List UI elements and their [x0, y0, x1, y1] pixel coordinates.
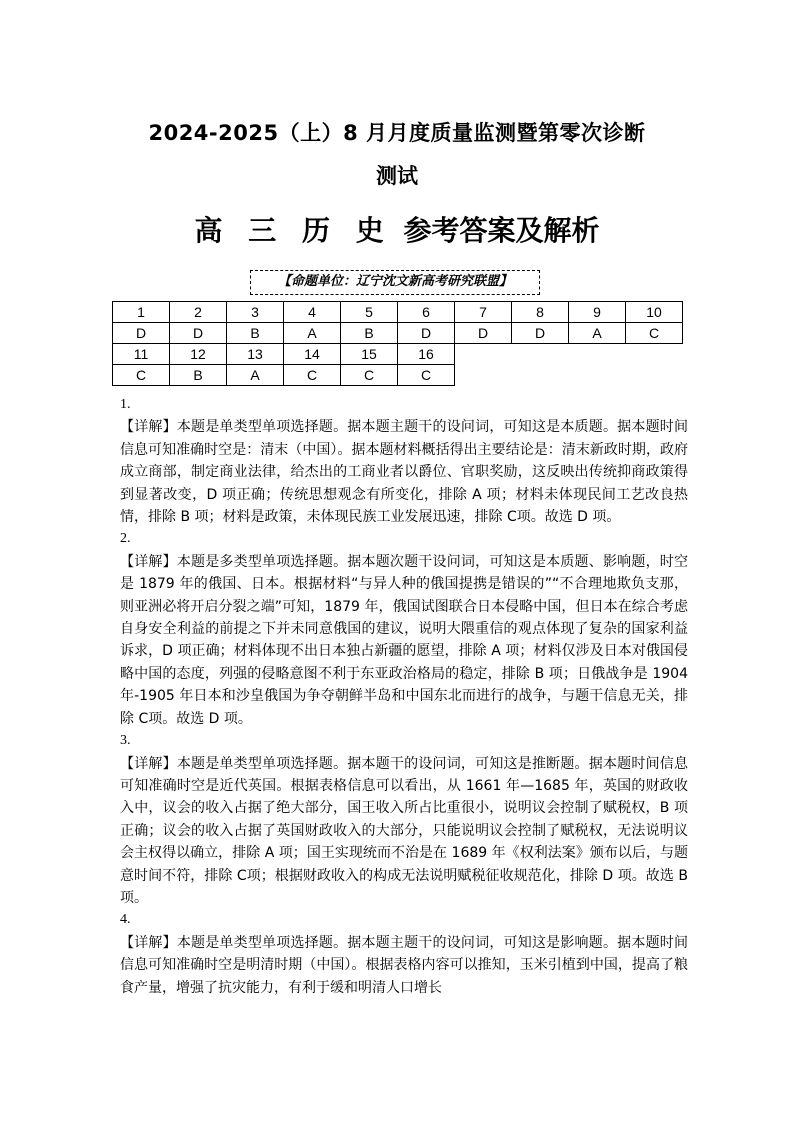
explanations [120, 394, 688, 999]
answer-table-row [113, 365, 683, 386]
answer-cell: A [284, 323, 341, 344]
explanation-text: 【详解】本题是单类型单项选择题。据本题主题干的设问词，可知这是本质题。据本题时间信息可知准确时空是：清末（中国）。据本题材料概括得出主要结论是：清末新政时期，政府成立商部，制定商业法律，给杰出的工商业者以爵位、官职奖励，这反映出传统抑商政策得到显著改变，D 项正确；传统思想观念有所变化，排除 A 项；材料未体现民间工艺改良热情，排除 B 项；材料是政策，未体现民族工业发展迅速，排除 C项。故选 D 项。 [120, 419, 688, 526]
answer-cell: C [341, 365, 398, 386]
question-number: 3 [227, 302, 284, 323]
explanation-text: 【详解】本题是单类型单项选择题。据本题主题干的设问词，可知这是影响题。据本题时间信息可知准确时空是明清时期（中国）。根据表格内容可以推知，玉米引植到中国，提高了粮食产量，增强了抗灾能力，有利于缓和明清人口增长 [120, 934, 688, 996]
question-label: 1. [120, 397, 131, 412]
answer-cell: B [341, 323, 398, 344]
question-number: 10 [626, 302, 683, 323]
answer-table-row [113, 344, 683, 365]
answer-cell: C [284, 365, 341, 386]
answer-cell: C [626, 323, 683, 344]
question-number: 12 [170, 344, 227, 365]
question-number: 2 [170, 302, 227, 323]
answer-cell: C [398, 365, 455, 386]
answer-cell: B [170, 365, 227, 386]
answer-table [112, 301, 683, 386]
answer-cell: D [113, 323, 170, 344]
question-label: 2. [120, 531, 131, 547]
question-number: 15 [341, 344, 398, 365]
answer-cell: D [398, 323, 455, 344]
question-number: 4 [284, 302, 341, 323]
question-label: 4. [120, 912, 131, 928]
blank-cell [455, 344, 683, 365]
answer-cell: A [227, 365, 284, 386]
answer-table-row [113, 323, 683, 344]
answer-cell: C [113, 365, 170, 386]
question-number: 9 [569, 302, 626, 323]
answer-table-row [113, 302, 683, 323]
question-number: 11 [113, 344, 170, 365]
question-number: 13 [227, 344, 284, 365]
subject-heading [0, 209, 794, 253]
question-number: 1 [113, 302, 170, 323]
question-number: 7 [455, 302, 512, 323]
answer-cell: A [569, 323, 626, 344]
answer-cell: D [455, 323, 512, 344]
question-number: 5 [341, 302, 398, 323]
subject-subtitle: 参考答案及解析 [403, 214, 600, 247]
blank-cell [455, 365, 683, 386]
question-number: 16 [398, 344, 455, 365]
exam-title: 2024-2025（上）8 月月度质量监测暨第零次诊断 [148, 121, 646, 145]
question-label: 3. [120, 733, 131, 749]
answer-cell: D [512, 323, 569, 344]
answer-cell: D [170, 323, 227, 344]
subject-name: 高 三 历 史 [194, 214, 392, 247]
question-number: 14 [284, 344, 341, 365]
question-number: 8 [512, 302, 569, 323]
author-unit-box: 【命题单位：辽宁沈文新高考研究联盟】 [250, 270, 540, 295]
exam-title-continued: 测试 [376, 164, 418, 188]
question-number: 6 [398, 302, 455, 323]
answer-cell: B [227, 323, 284, 344]
explanation-text: 【详解】本题是单类型单项选择题。据本题干的设问词，可知这是推断题。据本题时间信息可知准确时空是近代英国。根据表格信息可以看出，从 1661 年—1685 年，英国的财政收入中，议会的收入占据了绝大部分，国王收入所占比重很小，说明议会控制了赋税权，B 项正确；议会的收入占据了英国财政收入的大部分，只能说明议会控制了赋税权，无法说明议会主权得以确立，排除 A 项；国王实现统而不治是在 1689 年《权利法案》颁布以后，与题意时间不符，排除 C项；根据财政收入的构成无法说明赋税征收规范化，排除 D 项。故选 B 项。 [120, 755, 688, 906]
explanation-text: 【详解】本题是多类型单项选择题。据本题次题干设问词，可知这是本质题、影响题，时空是 1879 年的俄国、日本。根据材料“与异人种的俄国提携是错误的”“不合理地欺负支那，则亚洲必将开启分裂之端”可知，1879 年，俄国试图联合日本侵略中国，但日本在综合考虑自身安全利益的前提之下并未同意俄国的建议，说明大隈重信的观点体现了复杂的国家利益诉求，D 项正确；材料体现不出日本独占新疆的愿望，排除 A 项；材料仅涉及日本对俄国侵略中国的态度，列强的侵略意图不利于东亚政治格局的稳定，排除 B 项；日俄战争是 1904 年-1905 年日本和沙皇俄国为争夺朝鲜半岛和中国东北而进行的战争，与题干信息无关，排除 C项。故选 D 项。 [120, 553, 688, 727]
